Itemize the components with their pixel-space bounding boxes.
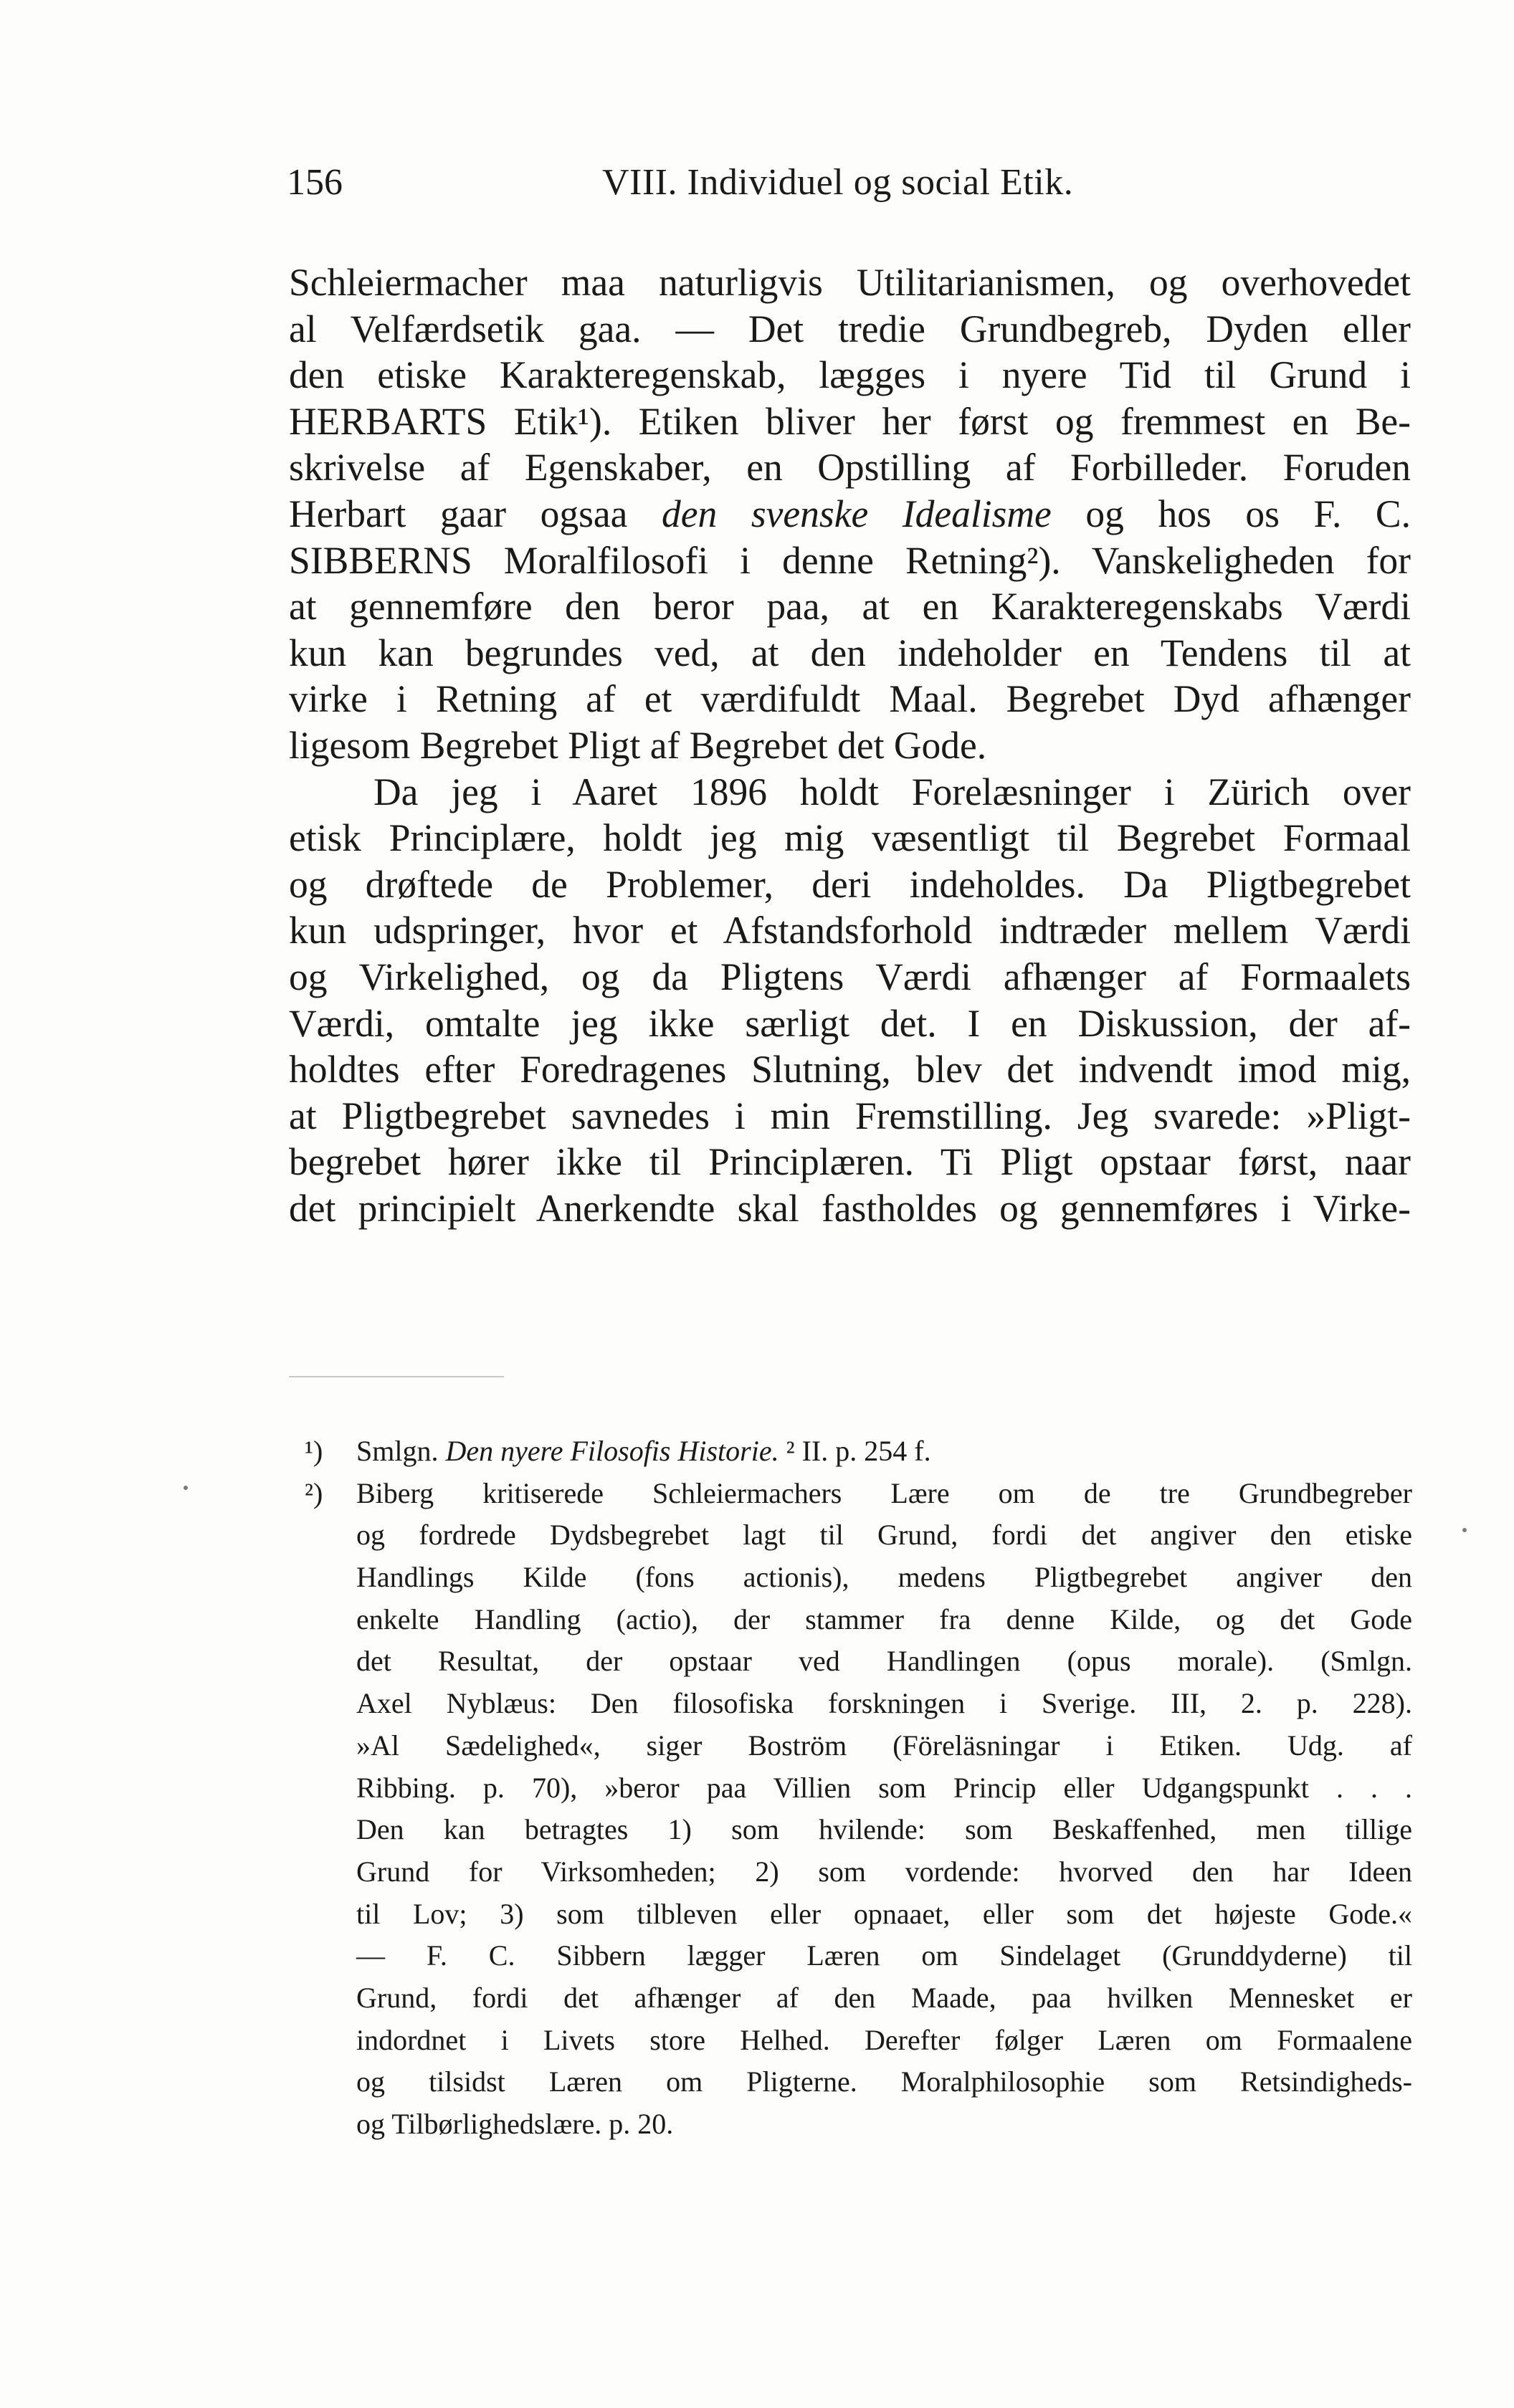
footnote-2-line: og Tilbørlighedslære. p. 20.	[356, 2108, 674, 2140]
footnote-2-line: Axel Nyblæus: Den filosofiska forskningen i Sverige. III, 2. p. 228).	[356, 1687, 1412, 1720]
footnote-2-line: Handlings Kilde (fons actionis), medens Pligtbegrebet angiver den	[356, 1561, 1412, 1594]
footnote-marker: ¹)	[305, 1435, 323, 1467]
text-line: al Velfærdsetik gaa. — Det tredie Grundbegreb, Dyden eller	[289, 307, 1411, 350]
scan-speck	[184, 1486, 188, 1490]
text-line: og Virkelighed, og da Pligtens Værdi afhænger af Formaalets	[289, 955, 1411, 998]
footnote-2-line: — F. C. Sibbern lægger Læren om Sindelaget (Grunddyderne) til	[356, 1939, 1412, 1972]
italic-run: Den nyere Filosofis Historie.	[445, 1435, 779, 1467]
text-line: begrebet hører ikke til Principlæren. Ti Pligt opstaar først, naar	[289, 1140, 1411, 1184]
running-head: VIII. Individuel og social Etik.	[602, 162, 1074, 203]
text-run: Herbart gaar ogsaa	[289, 492, 662, 535]
footnote-1	[305, 1430, 1412, 1473]
text-run: Smlgn.	[356, 1435, 446, 1467]
text-line: holdtes efter Foredragenes Slutning, blev det indvendt imod mig,	[289, 1048, 1411, 1091]
text-line: SIBBERNS Moralfilosofi i denne Retning²). Vanskeligheden for	[289, 538, 1411, 582]
text-line: det principielt Anerkendte skal fastholdes og gennemføres i Virke-	[289, 1186, 1411, 1230]
footnote-2-line: Grund, fordi det afhænger af den Maade, paa hvilken Mennesket er	[356, 1981, 1412, 2014]
footnote-2-line: Ribbing. p. 70), »beror paa Villien som Princip eller Udgangspunkt . . .	[356, 1771, 1412, 1804]
page-header	[287, 161, 1412, 211]
text-line: den etiske Karakteregenskab, lægges i nyere Tid til Grund i	[289, 353, 1411, 397]
text-line: ligesom Begrebet Pligt af Begrebet det Gode.	[289, 723, 987, 767]
footnote-2-line: og tilsidst Læren om Pligterne. Moralphilosophie som Retsindigheds-	[356, 2065, 1412, 2098]
text-line: Værdi, omtalte jeg ikke særligt det. I en Diskussion, der af-	[289, 1001, 1411, 1045]
footnote-2-line	[305, 1473, 1412, 1515]
page-number: 156	[287, 162, 343, 203]
text-line: etisk Principlære, holdt jeg mig væsentligt til Begrebet Formaal	[289, 816, 1411, 860]
footnote-separator	[289, 1376, 504, 1377]
footnote-2-line: Den kan betragtes 1) som hvilende: som Beskaffenhed, men tillige	[356, 1813, 1412, 1846]
footnote-2-line: det Resultat, der opstaar ved Handlingen (opus morale). (Smlgn.	[356, 1645, 1412, 1678]
footnote-2-line: »Al Sædelighed«, siger Boström (Föreläsningar i Etiken. Udg. af	[356, 1729, 1412, 1762]
paragraph-first-line: Da jeg i Aaret 1896 holdt Forelæsninger i Zürich over	[373, 770, 1411, 813]
text-line: at gennemføre den beror paa, at en Karakteregenskabs Værdi	[289, 585, 1411, 629]
footnote-2-line: indordnet i Livets store Helhed. Derefter følger Læren om Formaalene	[356, 2023, 1412, 2056]
text-line: og drøftede de Problemer, deri indeholdes. Da Pligtbegrebet	[289, 862, 1411, 906]
text-line-with-italic	[289, 491, 1411, 538]
text-run: Biberg kritiserede Schleiermachers Lære om de tre Grundbegreber	[356, 1476, 1412, 1509]
text-run: ² II. p. 254 f.	[779, 1435, 931, 1467]
footnotes	[305, 1430, 1412, 2146]
text-run: og hos os F. C.	[1051, 492, 1411, 535]
footnote-marker: ²)	[305, 1476, 323, 1509]
text-line: skrivelse af Egenskaber, en Opstilling af Forbilleder. Foruden	[289, 446, 1411, 489]
text-line: virke i Retning af et værdifuldt Maal. Begrebet Dyd afhænger	[289, 677, 1411, 721]
footnote-2-line: og fordrede Dydsbegrebet lagt til Grund, fordi det angiver den etiske	[356, 1519, 1412, 1552]
footnote-2-line: Grund for Virksomheden; 2) som vordende: hvorved den har Ideen	[356, 1855, 1412, 1888]
italic-run: den svenske Idealisme	[662, 492, 1052, 535]
text-line: kun udspringer, hvor et Afstandsforhold indtræder mellem Værdi	[289, 909, 1411, 952]
text-line: at Pligtbegrebet savnedes i min Fremstilling. Jeg svarede: »Pligt-	[289, 1094, 1411, 1137]
text-line: HERBARTS Etik¹). Etiken bliver her først og fremmest en Be-	[289, 399, 1411, 443]
footnote-2-line: enkelte Handling (actio), der stammer fra denne Kilde, og det Gode	[356, 1602, 1412, 1635]
main-text	[289, 259, 1411, 1231]
footnote-2-line: til Lov; 3) som tilbleven eller opnaaet, eller som det højeste Gode.«	[356, 1897, 1412, 1930]
text-line: Schleiermacher maa naturligvis Utilitarianismen, og overhovedet	[289, 261, 1411, 304]
scan-speck	[1462, 1528, 1467, 1532]
text-line: kun kan begrundes ved, at den indeholder en Tendens til at	[289, 631, 1411, 674]
